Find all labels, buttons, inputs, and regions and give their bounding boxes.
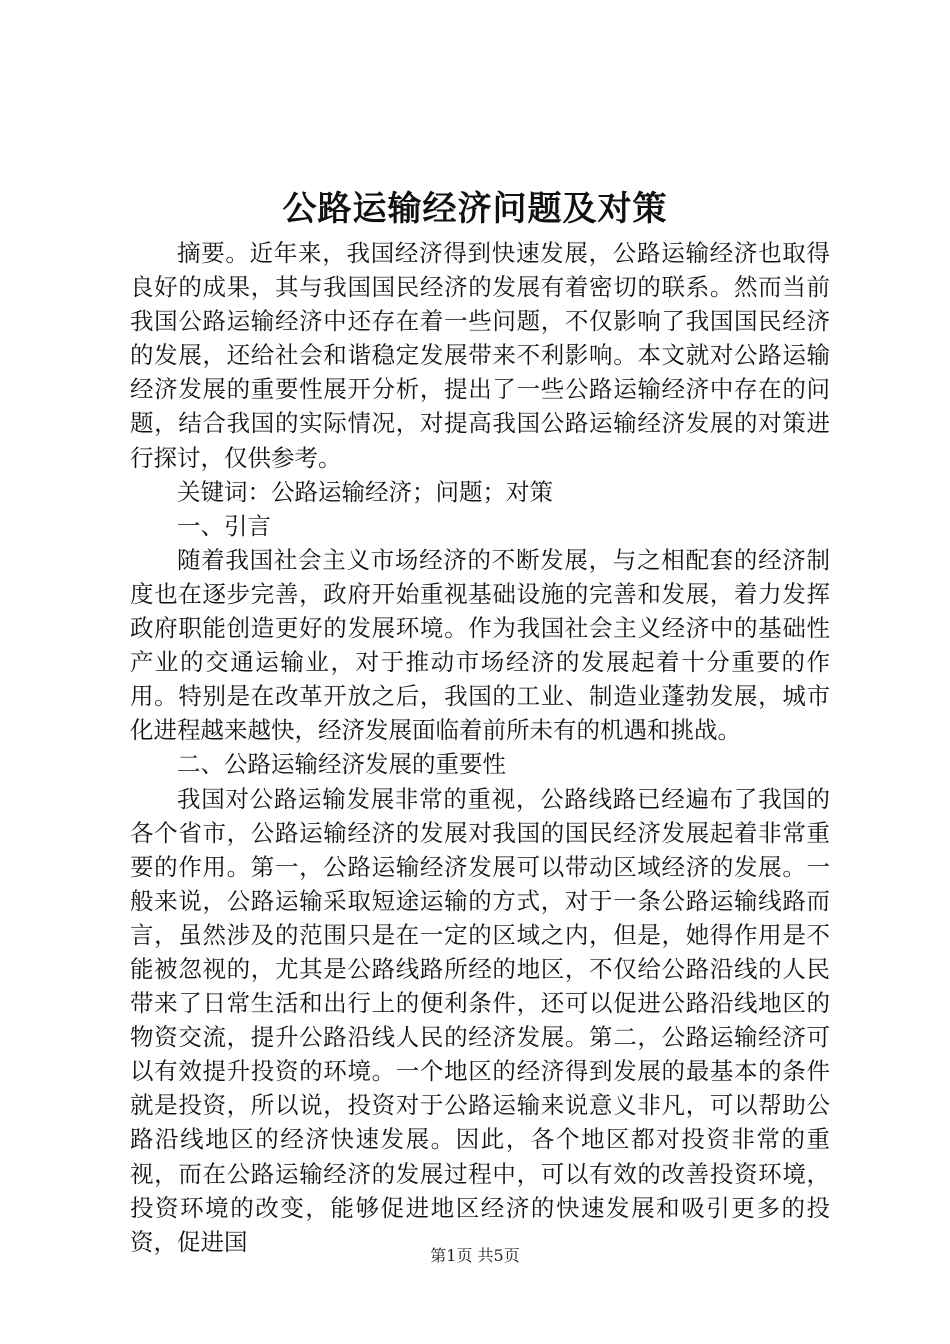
- page-number-footer: 第1页 共5页: [430, 1246, 520, 1265]
- document-body: [130, 236, 830, 1259]
- abstract-paragraph: 摘要。近年来，我国经济得到快速发展，公路运输经济也取得良好的成果，其与我国国民经济的发展有着密切的联系。然而当前我国公路运输经济中还存在着一些问题，不仅影响了我国国民经济的发展，还给社会和谐稳定发展带来不利影响。本文就对公路运输经济发展的重要性展开分析，提出了一些公路运输经济中存在的问题，结合我国的实际情况，对提高我国公路运输经济发展的对策进行探讨，仅供参考。: [130, 239, 830, 472]
- introduction-paragraph: 随着我国社会主义市场经济的不断发展，与之相配套的经济制度也在逐步完善，政府开始重视基础设施的完善和发展，着力发挥政府职能创造更好的发展环境。作为我国社会主义经济中的基础性产业的交通运输业，对于推动市场经济的发展起着十分重要的作用。特别是在改革开放之后，我国的工业、制造业蓬勃发展，城市化进程越来越快，经济发展面临着前所未有的机遇和挑战。: [130, 545, 830, 745]
- keywords-line: 关键词：公路运输经济；问题；对策: [177, 477, 553, 506]
- document-title: 公路运输经济问题及对策: [282, 189, 668, 229]
- section-heading-importance: 二、公路运输经济发展的重要性: [177, 750, 506, 779]
- importance-paragraph: 我国对公路运输发展非常的重视，公路线路已经遍布了我国的各个省市，公路运输经济的发展对我国的国民经济发展起着非常重要的作用。第一，公路运输经济发展可以带动区域经济的发展。一般来说，公路运输采取短途运输的方式，对于一条公路运输线路而言，虽然涉及的范围只是在一定的区域之内，但是，她得作用是不能被忽视的，尤其是公路线路所经的地区，不仅给公路沿线的人民带来了日常生活和出行上的便利条件，还可以促进公路沿线地区的物资交流，提升公路沿线人民的经济发展。第二，公路运输经济可以有效提升投资的环境。一个地区的经济得到发展的最基本的条件就是投资，所以说，投资对于公路运输来说意义非凡，可以帮助公路沿线地区的经济快速发展。因此，各个地区都对投资非常的重视，而在公路运输经济的发展过程中，可以有效的改善投资环境，投资环境的改变，能够促进地区经济的快速发展和吸引更多的投资，促进国: [130, 784, 830, 1256]
- section-heading-introduction: 一、引言: [177, 511, 271, 540]
